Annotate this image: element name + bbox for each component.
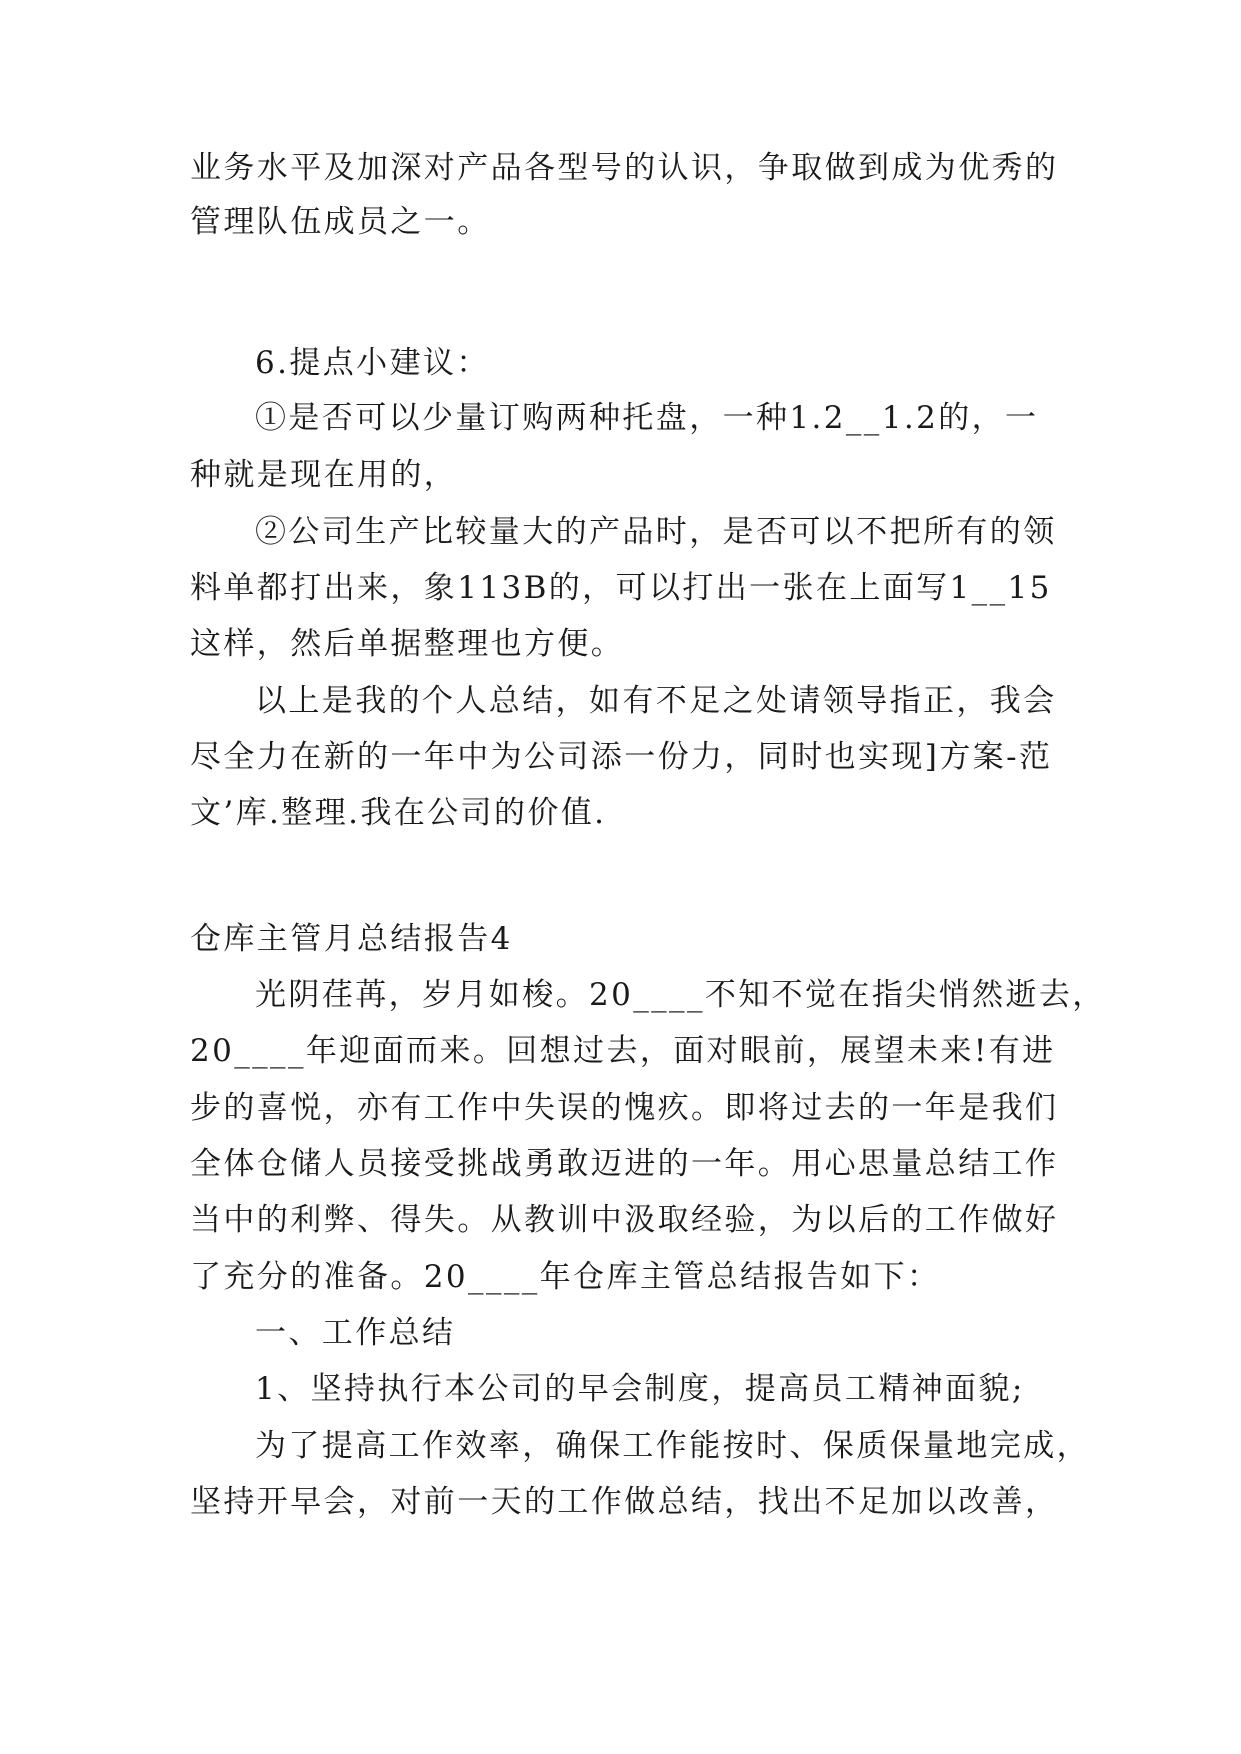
paragraph-line: 当中的利弊、得失。从教训中汲取经验，为以后的工作做好: [190, 1202, 1059, 1238]
paragraph-line: 光阴荏苒，岁月如梭。20____不知不觉在指尖悄然逝去，: [255, 977, 1106, 1013]
section-heading: 6.提点小建议：: [255, 345, 490, 381]
section-heading: 一、工作总结: [255, 1315, 456, 1351]
paragraph-line: ①是否可以少量订购两种托盘，一种1.2__1.2的，一: [255, 400, 1039, 436]
paragraph-line: 尽全力在新的一年中为公司添一份力，同时也实现]方案-范: [190, 739, 1053, 775]
paragraph-line: 全体仓储人员接受挑战勇敢迈进的一年。用心思量总结工作: [190, 1146, 1059, 1182]
paragraph-line: 步的喜悦，亦有工作中失误的愧疚。即将过去的一年是我们: [190, 1090, 1059, 1126]
paragraph-line: ②公司生产比较量大的产品时，是否可以不把所有的领: [255, 514, 1057, 550]
document-title: 仓库主管月总结报告4: [190, 921, 513, 957]
paragraph-line: 料单都打出来，象113B的，可以打出一张在上面写1__15: [190, 570, 1052, 606]
paragraph-line: 1、坚持执行本公司的早会制度，提高员工精神面貌;: [255, 1371, 1025, 1407]
paragraph-line: 这样，然后单据整理也方便。: [190, 626, 625, 662]
paragraph-line: 以上是我的个人总结，如有不足之处请领导指正，我会: [255, 683, 1057, 719]
paragraph-line: 文’库.整理.我在公司的价值.: [190, 795, 607, 831]
paragraph-line: 种就是现在用的，: [190, 457, 458, 493]
paragraph-line: 管理队伍成员之一。: [190, 204, 491, 240]
paragraph-line: 20____年迎面而来。回想过去，面对眼前，展望未来!有进: [190, 1033, 1056, 1069]
paragraph-line: 了充分的准备。20____年仓库主管总结报告如下：: [190, 1259, 941, 1295]
paragraph-line: 业务水平及加深对产品各型号的认识，争取做到成为优秀的: [190, 150, 1059, 186]
paragraph-line: 坚持开早会，对前一天的工作做总结，找出不足加以改善，: [190, 1484, 1059, 1520]
paragraph-line: 为了提高工作效率，确保工作能按时、保质保量地完成，: [255, 1428, 1090, 1464]
